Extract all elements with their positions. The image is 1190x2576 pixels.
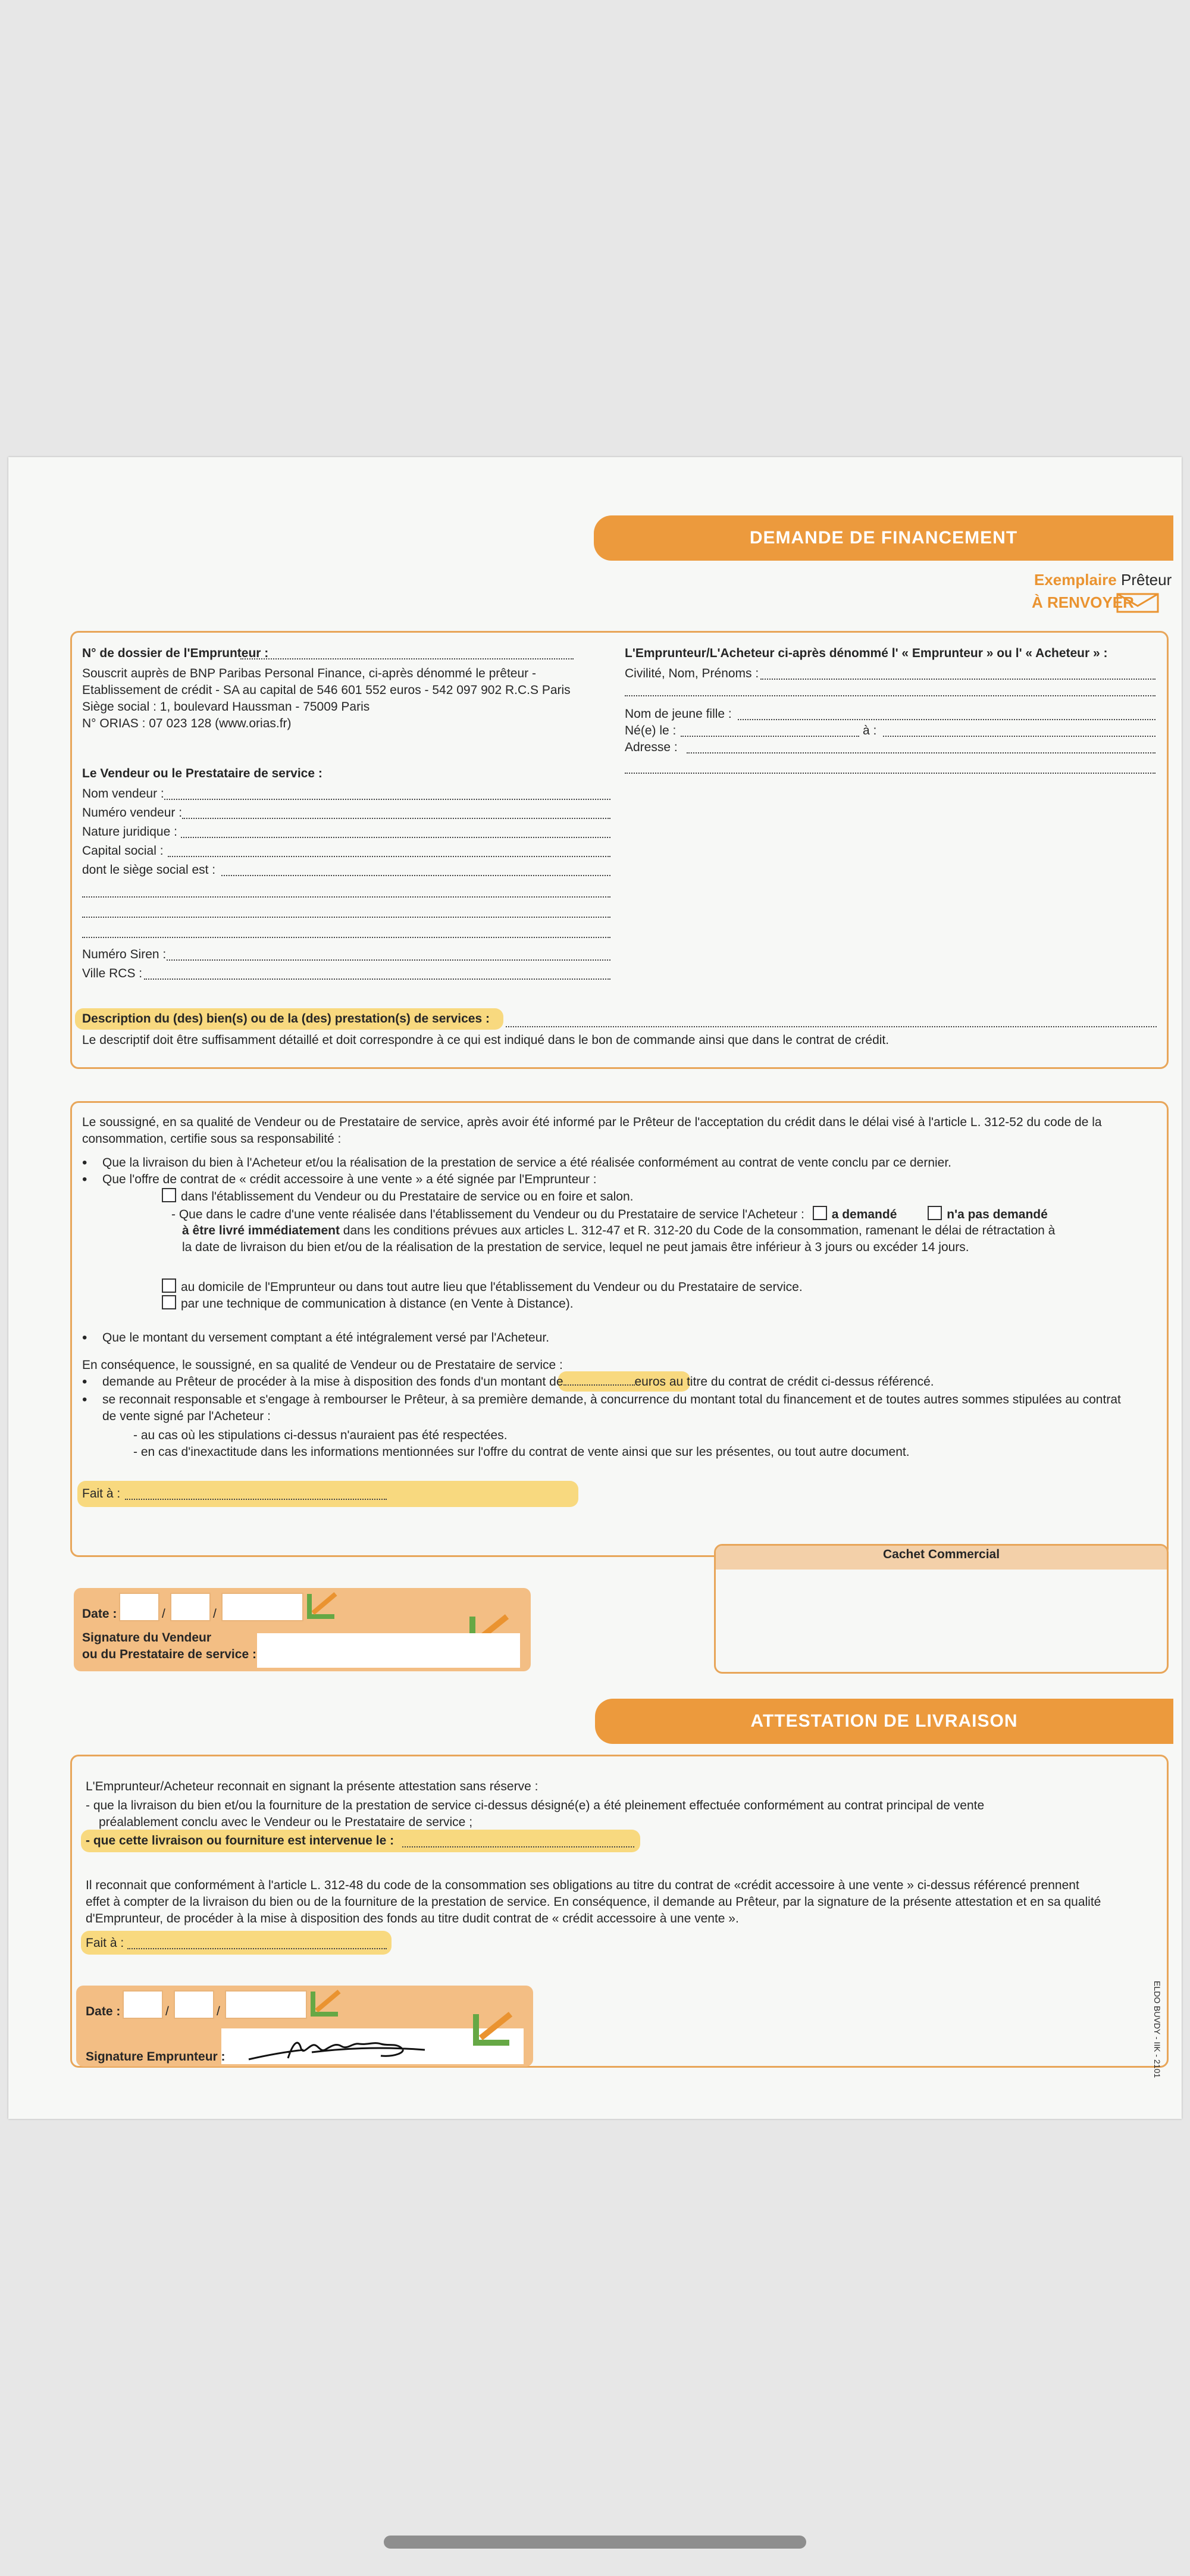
- vendor-field-label: Numéro vendeur :: [82, 806, 183, 820]
- vendor-seat-field-2[interactable]: [82, 896, 610, 898]
- attestation-paragraph: d'Emprunteur, de procéder à la mise à disposition des fonds au titre dudit contrat de « crédit accessoire à une vente ».: [86, 1912, 739, 1925]
- vendor-field-label: Nom vendeur :: [82, 787, 164, 801]
- borrower-date-month[interactable]: [174, 1990, 214, 2019]
- vendor-date-day[interactable]: [119, 1593, 159, 1621]
- vendor-seat-field-3[interactable]: [82, 917, 610, 918]
- vendor-name-field[interactable]: [164, 799, 610, 800]
- vendor-capital-field[interactable]: [168, 856, 610, 857]
- not-asked-label: n'a pas demandé: [947, 1208, 1048, 1221]
- side-code: [1151, 1981, 1169, 2100]
- lender-line: Souscrit auprès de BNP Paribas Personal Finance, ci-après dénommé le prêteur -: [82, 667, 536, 680]
- not-asked-checkbox[interactable]: [928, 1206, 942, 1220]
- arrow-icon: [470, 2009, 515, 2049]
- cert-bullet-responsible: • se reconnait responsable et s'engage à rembourser le Prêteur, à sa première demande, à concurrence du montant total du financement et de toutes autres sommes stipulées au contrat: [102, 1392, 1121, 1408]
- delivery-date-label: - que cette livraison ou fourniture est intervenue le :: [86, 1834, 394, 1847]
- buyer-born-label: Né(e) le :: [625, 724, 677, 737]
- buyer-civility-field[interactable]: [760, 679, 1155, 680]
- fait-a-highlight-2: [81, 1931, 392, 1955]
- vendor-field-label: Nature juridique :: [82, 825, 177, 839]
- buyer-born-field[interactable]: [681, 736, 859, 737]
- funds-text-2: au titre du contrat de crédit ci-dessus référencé.: [669, 1375, 934, 1389]
- vendor-field-label: dont le siège social est :: [82, 863, 216, 877]
- description-field[interactable]: [506, 1026, 1157, 1027]
- dossier-field[interactable]: [240, 658, 574, 659]
- option-home-checkbox[interactable]: [162, 1278, 176, 1293]
- handwritten-signature: [246, 2028, 431, 2067]
- borrower-signature-label: Signature Emprunteur :: [86, 2050, 226, 2064]
- cert-intro: Le soussigné, en sa qualité de Vendeur ou de Prestataire de service, après avoir été informé par le Prêteur de l'acceptation du crédit dans le délai visé à l'article L. 312-52 du code de la: [82, 1115, 1102, 1129]
- cachet-label: Cachet Commercial: [883, 1548, 1000, 1561]
- amount-field[interactable]: [563, 1374, 635, 1386]
- borrower-date-day[interactable]: [123, 1990, 163, 2019]
- option-home-label: au domicile de l'Emprunteur ou dans tout autre lieu que l'établissement du Vendeur ou du Prestataire de service.: [181, 1280, 803, 1294]
- description-label: Description du (des) bien(s) ou de la (des) prestation(s) de services :: [82, 1012, 490, 1026]
- fait-a-label: Fait à :: [82, 1487, 121, 1500]
- cert-bullet-funds: [102, 1374, 934, 1390]
- immediate-delivery-label: à être livré immédiatement: [182, 1224, 340, 1237]
- copy-label: [1034, 570, 1172, 589]
- buyer-maiden-field[interactable]: [738, 719, 1155, 720]
- store-sub-text-2: dans les conditions prévues aux articles L. 312-47 et R. 312-20 du Code de la consommation, ramenant le délai de rétractation à: [339, 1224, 1056, 1237]
- euros-label: euros: [634, 1375, 666, 1389]
- cert-bullet-payment: • Que le montant du versement comptant a été intégralement versé par l'Acheteur.: [102, 1330, 549, 1346]
- store-sub-line-2: [182, 1223, 1055, 1239]
- rcs-field[interactable]: [144, 978, 610, 980]
- buyer-address-label: Adresse :: [625, 740, 678, 754]
- cert-responsible-2: de vente signé par l'Acheteur :: [102, 1409, 271, 1423]
- vendor-title: Le Vendeur ou le Prestataire de service :: [82, 767, 322, 780]
- vendor-legal-field[interactable]: [181, 837, 610, 838]
- consequence-line: En conséquence, le soussigné, en sa qualité de Vendeur ou de Prestataire de service :: [82, 1358, 563, 1372]
- borrower-date-year[interactable]: [225, 1990, 307, 2019]
- fait-a-field[interactable]: [125, 1499, 387, 1500]
- cert-intro-2: consommation, certifie sous sa responsabilité :: [82, 1132, 342, 1146]
- buyer-civility-field-2[interactable]: [625, 695, 1155, 696]
- option-store: [162, 1188, 633, 1205]
- option-remote-checkbox[interactable]: [162, 1295, 176, 1309]
- lender-line: Etablissement de crédit - SA au capital de 546 601 552 euros - 542 097 902 R.C.S Paris: [82, 683, 571, 697]
- vendor-field-label: Capital social :: [82, 844, 164, 858]
- copy-word-preteur: Prêteur: [1120, 571, 1172, 589]
- dossier-label: N° de dossier de l'Emprunteur :: [82, 646, 269, 660]
- buyer-maiden-label: Nom de jeune fille :: [625, 707, 732, 721]
- arrow-icon: [308, 1988, 344, 2019]
- vendor-date-month[interactable]: [170, 1593, 211, 1621]
- buyer-at-field[interactable]: [883, 736, 1155, 737]
- copy-word-exemplaire: Exemplaire: [1034, 571, 1117, 589]
- lender-line: Siège social : 1, boulevard Haussman - 75009 Paris: [82, 700, 370, 714]
- option-store-checkbox[interactable]: [162, 1188, 176, 1202]
- fait-a-label-2: Fait à :: [86, 1936, 124, 1950]
- return-label: À RENVOYER: [1032, 593, 1134, 611]
- vendor-signature-area[interactable]: [257, 1633, 520, 1668]
- asked-checkbox[interactable]: [813, 1206, 827, 1220]
- fait-a-highlight: [77, 1481, 578, 1507]
- buyer-at-label: à :: [863, 724, 877, 737]
- borrower-date-slash: /: [165, 2005, 169, 2018]
- vendor-seat-field-4[interactable]: [82, 937, 610, 938]
- vendor-seat-field[interactable]: [221, 875, 610, 876]
- title-banner: DEMANDE DE FINANCEMENT: [594, 515, 1173, 561]
- store-sub-text: - Que dans le cadre d'une vente réalisée dans l'établissement du Vendeur ou du Prestataire de service l'Acheteur :: [171, 1208, 804, 1221]
- store-sub-line-3: la date de livraison du bien et/ou de la réalisation de la prestation de service, lequel ne peut jamais être inférieur à 3 jours ou excéder 14 jours.: [182, 1240, 969, 1254]
- funds-text: demande au Prêteur de procéder à la mise à disposition des fonds d'un montant de: [102, 1375, 563, 1389]
- side-code-text: ELDO BUVDY - IIK - 2101: [1153, 1981, 1162, 2078]
- siren-label: Numéro Siren :: [82, 948, 167, 961]
- attestation-banner: ATTESTATION DE LIVRAISON: [595, 1699, 1173, 1744]
- cert-bullet-signed: • Que l'offre de contrat de « crédit accessoire à une vente » a été signée par l'Emprunteur :: [102, 1171, 597, 1187]
- option-store-label: dans l'établissement du Vendeur ou du Prestataire de service ou en foire et salon.: [181, 1190, 634, 1203]
- delivery-date-field[interactable]: [402, 1846, 634, 1847]
- attestation-paragraph: Il reconnait que conformément à l'article L. 312-48 du code de la consommation ses obligations au titre du contrat de «crédit accessoire à une vente » ci-dessus référencé prennent: [86, 1878, 1079, 1892]
- borrower-date-label: Date :: [86, 2005, 121, 2018]
- vendor-date-label: Date :: [82, 1607, 117, 1621]
- cert-dash-1: - au cas où les stipulations ci-dessus n'auraient pas été respectées.: [133, 1428, 508, 1442]
- cert-dash-2: - en cas d'inexactitude dans les informations mentionnées sur l'offre du contrat de vente ainsi que sur les présentes, ou tout autre document.: [133, 1445, 910, 1459]
- vendor-date-slash-2: /: [213, 1607, 217, 1621]
- scanned-form-page: [8, 457, 1182, 2119]
- cachet-box: [714, 1544, 1169, 1674]
- option-home: [162, 1278, 803, 1295]
- buyer-address-field[interactable]: [687, 752, 1155, 754]
- attestation-line: - que la livraison du bien et/ou la fourniture de la prestation de service ci-dessus désigné(e) a été pleinement effectuée conformément au contrat principal de vente: [86, 1799, 985, 1812]
- attestation-line: préalablement conclu avec le Vendeur ou le Prestataire de service ;: [99, 1815, 473, 1829]
- vendor-number-field[interactable]: [182, 818, 610, 819]
- store-sub-line: [171, 1206, 1048, 1223]
- buyer-address-field-2[interactable]: [625, 773, 1155, 774]
- siren-field[interactable]: [167, 959, 610, 961]
- rcs-label: Ville RCS :: [82, 967, 143, 980]
- home-indicator[interactable]: [384, 2536, 806, 2549]
- description-note: Le descriptif doit être suffisamment détaillé et doit correspondre à ce qui est indiqué dans le bon de commande ainsi que dans le contrat de crédit.: [82, 1033, 890, 1047]
- vendor-date-year[interactable]: [221, 1593, 303, 1621]
- vendor-signature-label-2: ou du Prestataire de service :: [82, 1647, 256, 1661]
- arrow-icon: [305, 1590, 340, 1621]
- asked-label: a demandé: [831, 1208, 897, 1221]
- buyer-title: L'Emprunteur/L'Acheteur ci-après dénommé l' « Emprunteur » ou l' « Acheteur » :: [625, 646, 1108, 660]
- option-remote-label: par une technique de communication à distance (en Vente à Distance).: [181, 1297, 574, 1311]
- option-remote: [162, 1295, 574, 1312]
- borrower-date-slash-2: /: [217, 2005, 220, 2018]
- envelope-icon: [1116, 593, 1159, 613]
- attestation-paragraph: effet à compter de la livraison du bien ou de la fourniture de la prestation de service. En conséquence, il demande au Prêteur, par la signature de la présente attestation et en sa qualité: [86, 1895, 1101, 1909]
- fait-a-field-2[interactable]: [127, 1948, 387, 1949]
- buyer-civility-label: Civilité, Nom, Prénoms :: [625, 667, 759, 680]
- vendor-date-slash: /: [162, 1607, 165, 1621]
- attestation-line: L'Emprunteur/Acheteur reconnait en signant la présente attestation sans réserve :: [86, 1780, 538, 1793]
- vendor-signature-label: Signature du Vendeur: [82, 1631, 212, 1645]
- lender-line: N° ORIAS : 07 023 128 (www.orias.fr): [82, 717, 292, 730]
- cert-bullet-delivery: • Que la livraison du bien à l'Acheteur et/ou la réalisation de la prestation de service a été réalisée conformément au contrat de vente conclu par ce dernier.: [102, 1155, 951, 1171]
